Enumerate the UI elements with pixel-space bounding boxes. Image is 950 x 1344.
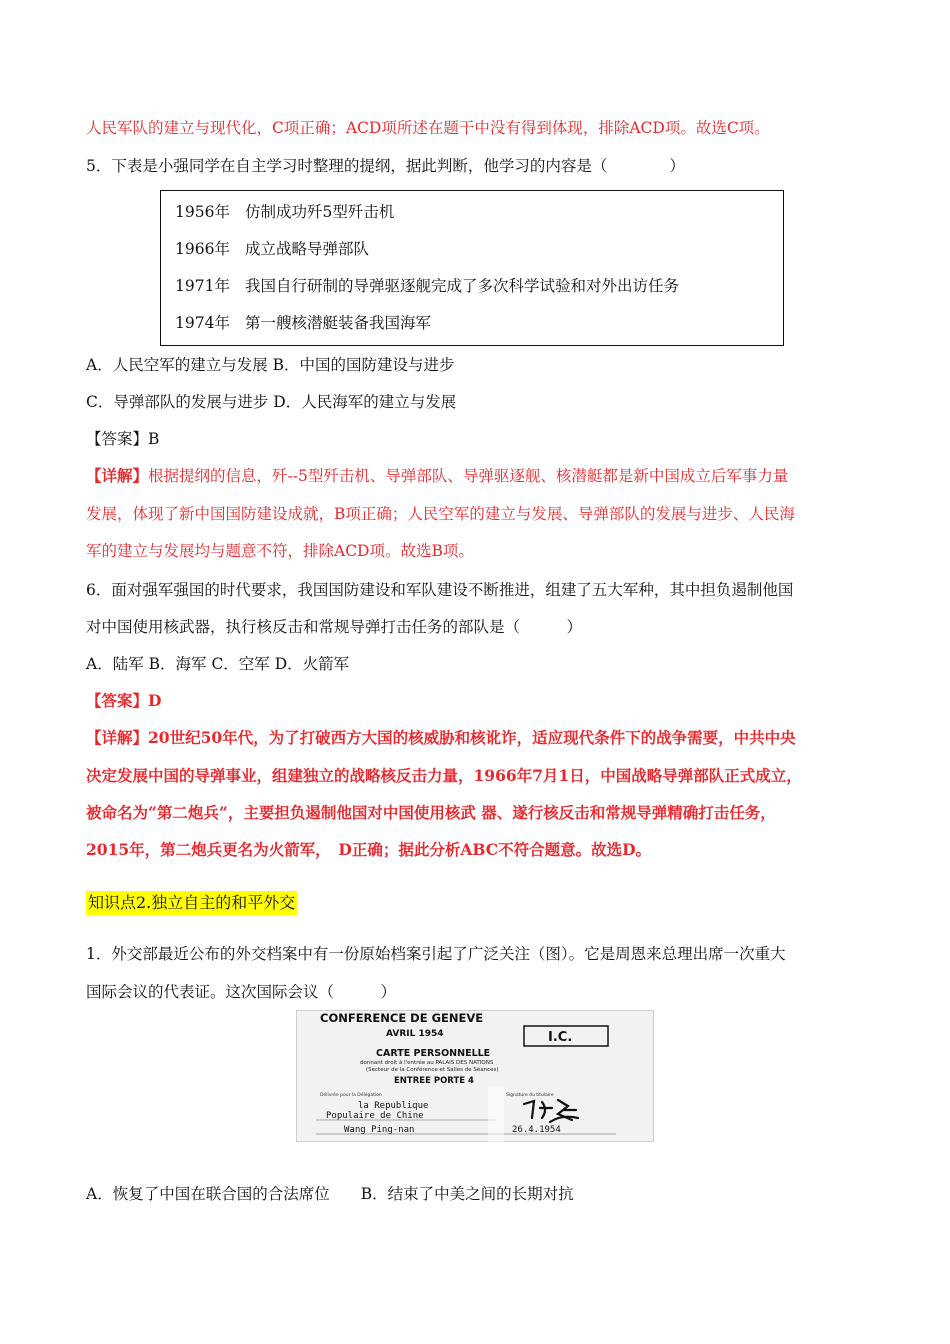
question-5-stem: 5．下表是小强同学在自主学习时整理的提纲，据此判断，他学习的内容是（ ） — [86, 157, 685, 175]
question-6-options: A．陆军 B．海军 C．空军 D．火箭军 — [86, 655, 350, 673]
question-6-stem-line: 对中国使用核武器，执行核反击和常规导弹打击任务的部队是（ ） — [86, 618, 583, 636]
table-year: 1966年 — [175, 240, 230, 258]
card-name: Wang Ping-nan — [344, 1125, 415, 1135]
table-year: 1956年 — [175, 203, 230, 221]
question-6-answer: 【答案】D — [86, 691, 162, 710]
card-heading: CARTE PERSONNELLE — [376, 1048, 491, 1059]
table-year: 1971年 — [175, 277, 230, 295]
explanation-label: 【详解】 — [86, 728, 149, 747]
table-row — [175, 239, 369, 259]
table-event: 成立战略导弹部队 — [245, 240, 370, 258]
question-5-explanation-line: 军的建立与发展均与题意不符，排除ACD项。故选B项。 — [86, 542, 474, 560]
explanation-text: 20世纪50年代，为了打破西方大国的核威胁和核讹诈，适应现代条件下的战争需要，中共中央 — [148, 728, 796, 747]
table-event: 我国自行研制的导弹驱逐舰完成了多次科学试验和对外出访任务 — [245, 277, 680, 295]
card-title: CONFERENCE DE GENEVE — [320, 1011, 484, 1025]
table-event: 仿制成功歼5型歼击机 — [245, 203, 395, 221]
table-row — [175, 202, 394, 222]
section2-question-1-options: A．恢复了中国在联合国的合法席位 B．结束了中美之间的长期对抗 — [86, 1185, 574, 1203]
outline-table — [160, 190, 784, 346]
section2-question-1-stem-line: 1．外交部最近公布的外交档案中有一份原始档案引起了广泛关注（图）。它是周恩来总理出席一次重大 — [86, 945, 786, 963]
geneva-conference-pass-image — [296, 1010, 654, 1142]
section-heading: 知识点2.独立自主的和平外交 — [86, 891, 297, 915]
table-event: 第一艘核潜艇装备我国海军 — [245, 314, 432, 332]
card-issued: 26.4.1954 — [512, 1125, 561, 1135]
card-delegation: Populaire de Chine — [326, 1111, 424, 1121]
question-6-explanation-line: 决定发展中国的导弹事业，组建独立的战略核反击力量，1966年7月1日，中国战略导弹部队正式成立， — [86, 766, 802, 785]
card-label-signature: Signature du titulaire — [506, 1093, 554, 1098]
previous-explanation-tail: 人民军队的建立与现代化，C项正确；ACD项所述在题干中没有得到体现，排除ACD项。故选C项。 — [86, 119, 770, 137]
card-subtitle: donnant droit à l'entrée au PALAIS DES NATIONS — [360, 1060, 494, 1066]
card-label-delegation: Délivrée pour la Délégation — [320, 1093, 382, 1098]
explanation-label: 【详解】 — [86, 466, 149, 485]
question-5-answer: 【答案】B — [86, 430, 160, 448]
card-stamp: I.C. — [548, 1030, 573, 1045]
table-row — [175, 276, 679, 296]
card-delegation: la Republique — [358, 1101, 429, 1111]
card-entry: ENTREE PORTE 4 — [394, 1076, 474, 1086]
question-6-explanation-line: 被命名为“第二炮兵”，主要担负遏制他国对中国使用核武 器、遂行核反击和常规导弹精确打击任务， — [86, 803, 776, 822]
question-6-explanation-line — [86, 728, 796, 748]
question-5-explanation-line — [86, 466, 788, 486]
question-5-options-cd: C．导弹部队的发展与进步 D．人民海军的建立与发展 — [86, 393, 457, 411]
table-row — [175, 313, 431, 333]
question-6-explanation-line: 2015年，第二炮兵更名为火箭军， D正确；据此分析ABC不符合题意。故选D。 — [86, 840, 652, 859]
table-year: 1974年 — [175, 314, 230, 332]
question-6-stem-line: 6．面对强军强国的时代要求，我国国防建设和军队建设不断推进，组建了五大军种，其中担负遏制他国 — [86, 581, 794, 599]
question-5-options-ab: A．人民空军的建立与发展 B．中国的国防建设与进步 — [86, 356, 455, 374]
question-5-explanation-line: 发展，体现了新中国国防建设成就，B项正确；人民空军的建立与发展、导弹部队的发展与进步、人民海 — [86, 505, 795, 523]
card-subtitle: (Secteur de la Conférence et Salles de Séances) — [366, 1067, 499, 1073]
explanation-text: 根据提纲的信息，歼--5型歼击机、导弹部队、导弹驱逐舰、核潜艇都是新中国成立后军事力量 — [148, 467, 789, 485]
card-date: AVRIL 1954 — [386, 1029, 444, 1039]
section2-question-1-stem-line: 国际会议的代表证。这次国际会议（ ） — [86, 983, 397, 1001]
